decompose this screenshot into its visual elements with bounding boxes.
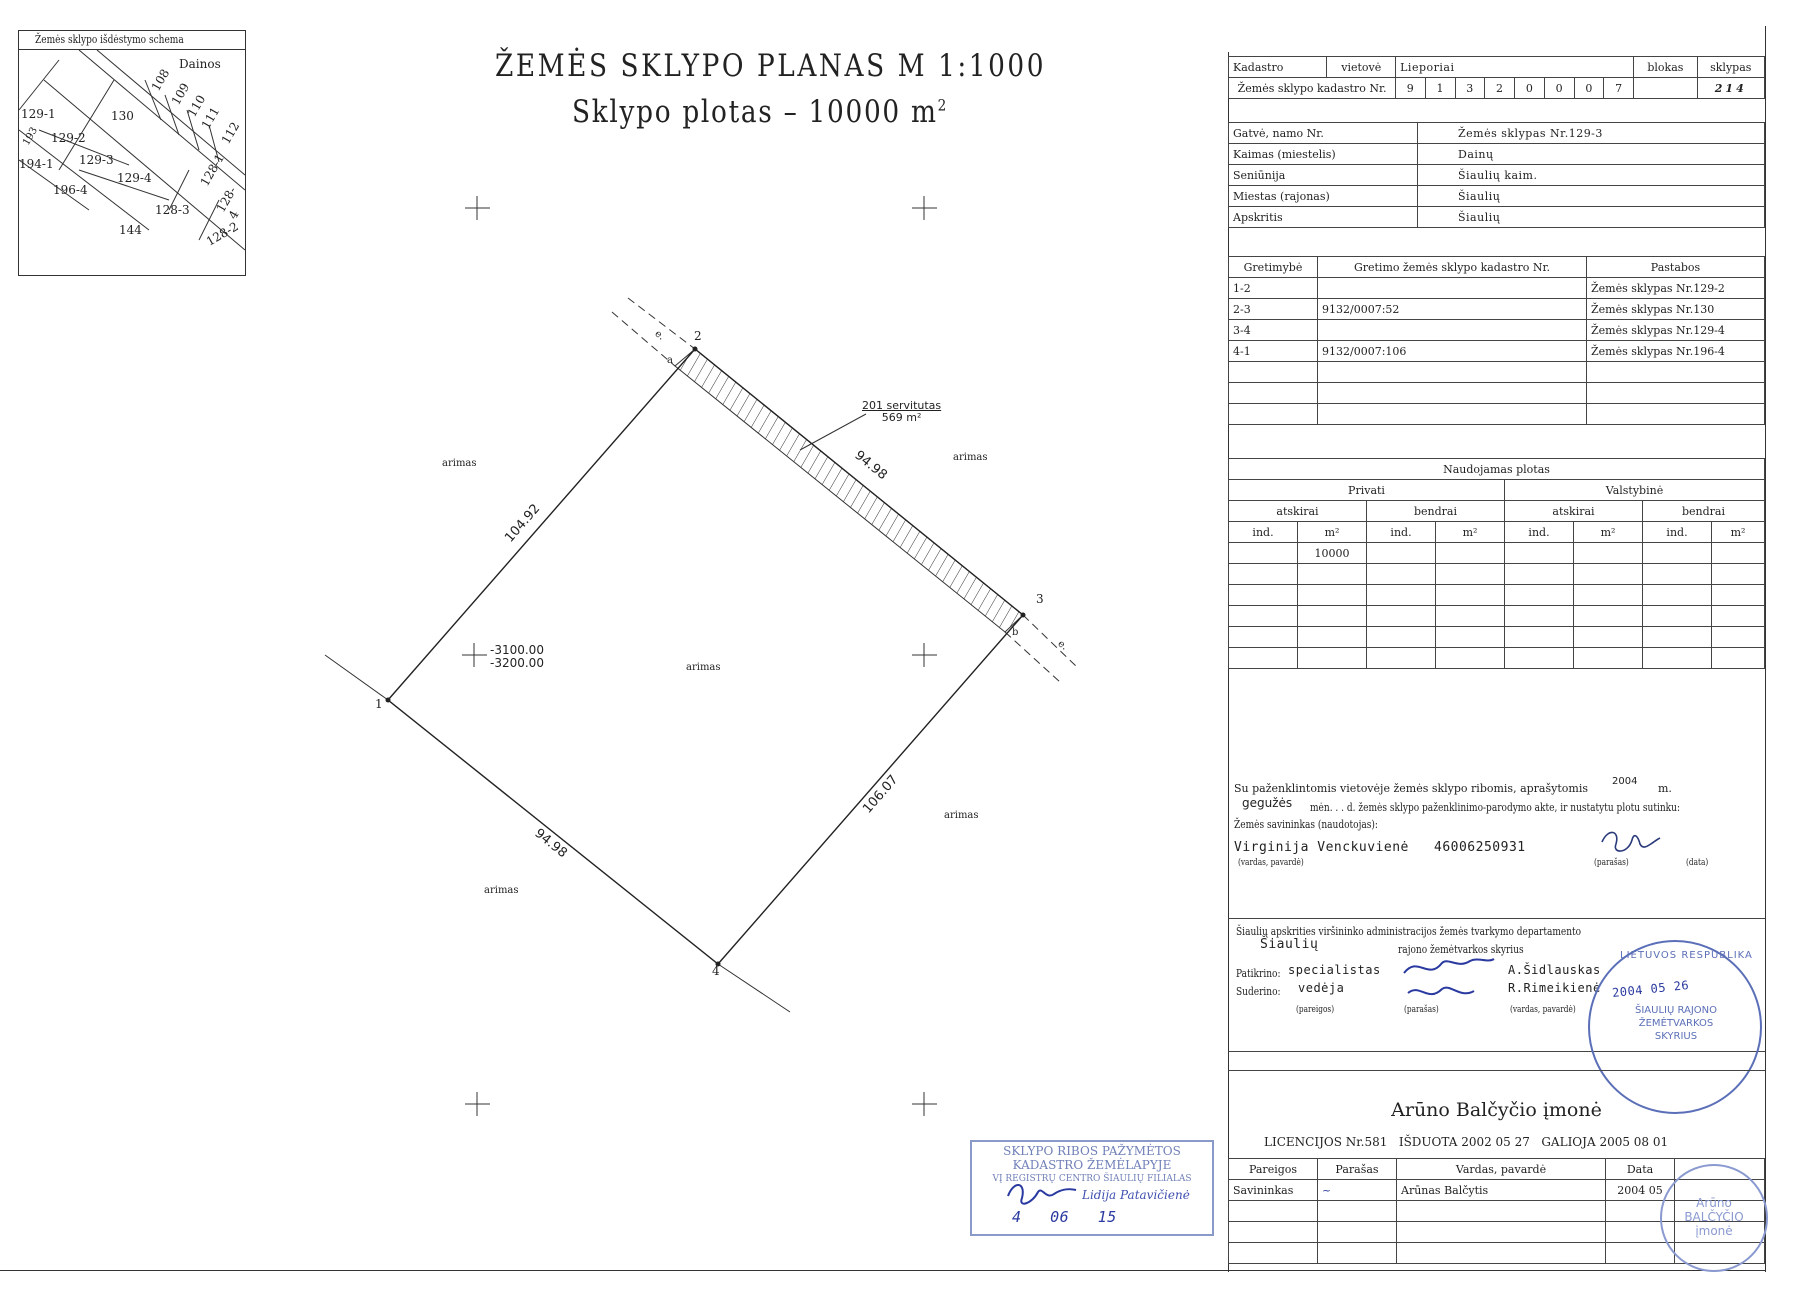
agreement-line3: Žemės savininkas (naudotojas):: [1234, 818, 1378, 831]
registry-signature: [1002, 1176, 1082, 1210]
table-row: [1229, 362, 1765, 383]
plot-area-text: Sklypo plotas – 10000 m: [572, 94, 938, 130]
point-mark: a: [667, 355, 673, 366]
department-line2: rajono žemėtvarkos skyrius: [1398, 943, 1524, 956]
land-use-label: arimas: [442, 458, 477, 469]
blokas-value: [1634, 78, 1697, 99]
neighbors-header: Pastabos: [1587, 257, 1765, 278]
table-row: [1229, 543, 1765, 564]
scheme-label: 144: [119, 223, 142, 237]
plan-title: ŽEMĖS SKLYPO PLANAS M 1:1000: [495, 48, 1047, 84]
side-length: 94.98: [851, 447, 890, 484]
cadastre-digit: 1: [1425, 78, 1455, 99]
scheme-label: 111: [198, 104, 223, 132]
usage-ind: ind.: [1229, 522, 1298, 543]
scheme-label: 128-2: [203, 219, 241, 249]
usage-shared: bendrai: [1367, 501, 1505, 522]
agreement-m: m.: [1658, 782, 1672, 795]
label-vietove: vietovė: [1327, 57, 1396, 78]
address-value: Šiaulių: [1418, 207, 1765, 228]
scheme-label: 129-1: [21, 107, 56, 121]
stamp-date: 2004 05 26: [1611, 978, 1690, 1000]
scheme-label: 128-3: [155, 203, 190, 217]
address-label: Seniūnija: [1229, 165, 1418, 186]
table-row: [1229, 648, 1765, 669]
table-row: [1229, 404, 1765, 425]
company-header: Pareigos: [1229, 1159, 1318, 1180]
company-person: Arūnas Balčytis: [1397, 1180, 1606, 1201]
scheme-label: 128-4: [213, 184, 242, 222]
label-sklypas: sklypas: [1697, 57, 1764, 78]
registry-stamp: [970, 1140, 1214, 1236]
scheme-label: 108: [148, 66, 173, 94]
registry-date: 4 06 15: [1012, 1208, 1117, 1226]
land-use-label: arimas: [953, 452, 988, 463]
scheme-label: 130: [111, 109, 134, 123]
address-table: [1228, 122, 1765, 228]
table-row: [1229, 606, 1765, 627]
coordinates: [490, 644, 544, 670]
address-value: Žemės sklypas Nr.129-3: [1418, 123, 1765, 144]
scheme-label: 129-4: [117, 171, 152, 185]
coord-y: -3200.00: [490, 656, 544, 670]
scheme-label: 128-1: [197, 151, 228, 189]
company-signature: ~: [1318, 1180, 1397, 1201]
agreement-line2: mėn. . . d. žemės sklypo paženklinimo-parodymo akte, ir nustatytu plotu sutinku:: [1310, 801, 1681, 814]
caption-date: (data): [1686, 858, 1709, 868]
department-district: Šiaulių: [1260, 937, 1319, 952]
scheme-label: 110: [184, 92, 209, 120]
agreement-year: 2004: [1612, 776, 1638, 787]
usage-m2: m²: [1712, 522, 1765, 543]
table-row: 1-2 Žemės sklypas Nr.129-2: [1229, 278, 1765, 299]
coord-x: -3100.00: [490, 643, 544, 657]
cadastre-digit: 0: [1544, 78, 1574, 99]
usage-m2: m²: [1298, 522, 1367, 543]
table-row: [1229, 585, 1765, 606]
land-use-label: arimas: [944, 810, 979, 821]
point-mark: e.: [1055, 638, 1070, 653]
address-label: Apskritis: [1229, 207, 1418, 228]
stamp-ring-text: LIETUVOS RESPUBLIKA: [1620, 950, 1753, 961]
owner-signature: [1594, 824, 1674, 860]
servitude-area: [675, 349, 1023, 632]
checked-name: A.Šidlauskas: [1508, 963, 1601, 977]
side-length: 106.07: [860, 772, 902, 817]
caption-role: (pareigos): [1296, 1005, 1335, 1015]
caption-name: (vardas, pavardė): [1510, 1005, 1576, 1015]
registry-line3: VĮ REGISTRŲ CENTRO ŠIAULIŲ FILIALAS: [992, 1174, 1192, 1184]
company-license: LICENCIJOS Nr.581 IŠDUOTA 2002 05 27 GALIOJA 2005 08 01: [1264, 1135, 1669, 1149]
usage-state: Valstybinė: [1505, 480, 1765, 501]
usage-shared: bendrai: [1643, 501, 1765, 522]
owner-name: Virginija Venckuvienė: [1234, 840, 1409, 855]
scheme-label: 194-1: [19, 157, 54, 171]
label-cadastre-nr: Žemės sklypo kadastro Nr.: [1229, 78, 1396, 99]
scheme-title: Žemės sklypo išdėstymo schema: [35, 33, 184, 46]
cadastre-digit: 0: [1515, 78, 1545, 99]
address-label: Gatvė, namo Nr.: [1229, 123, 1418, 144]
agreement-month: gegužės: [1242, 796, 1293, 810]
usage-separate: atskirai: [1505, 501, 1643, 522]
stamp-text: ŠIAULIŲ RAJONO ŽEMĖTVARKOS SKYRIUS: [1634, 1005, 1718, 1042]
scheme-label: 109: [168, 80, 193, 108]
servitude-leader: [790, 412, 870, 452]
table-row: [1229, 383, 1765, 404]
company-role: Savininkas: [1229, 1180, 1318, 1201]
usage-title: Naudojamas plotas: [1229, 459, 1765, 480]
agreed-label: Suderino:: [1236, 985, 1281, 998]
agreement-block: [1234, 772, 1764, 912]
scheme-label: 196-4: [53, 183, 88, 197]
cadastre-digit: 7: [1604, 78, 1634, 99]
company-header: Vardas, pavardė: [1397, 1159, 1606, 1180]
cadastre-digit: 3: [1455, 78, 1485, 99]
vietove-value: Lieporiai: [1396, 57, 1634, 78]
scheme-label: Dainos: [179, 57, 221, 71]
table-row: 2-3 9132/0007:52 Žemės sklypas Nr.130: [1229, 299, 1765, 320]
plot-boundary: [388, 349, 1023, 964]
scheme-label: 193: [21, 125, 41, 148]
label-blokas: blokas: [1634, 57, 1697, 78]
cadastre-table: [1228, 56, 1765, 99]
registry-line1: SKLYPO RIBOS PAŽYMĖTOS: [1003, 1144, 1181, 1158]
table-row: [1229, 627, 1765, 648]
company-header: Parašas: [1318, 1159, 1397, 1180]
caption-name: (vardas, pavardė): [1238, 858, 1304, 868]
servitude-label: [862, 400, 941, 424]
usage-ind: ind.: [1505, 522, 1574, 543]
servitude-name: 201 servitutas: [862, 399, 942, 412]
company-name: Arūno Balčyčio įmonė: [1391, 1099, 1602, 1121]
cadastre-digit: 2: [1485, 78, 1515, 99]
plot-area-unit-sup: 2: [937, 95, 948, 115]
caption-signature: (parašas): [1594, 858, 1629, 868]
usage-m2: m²: [1436, 522, 1505, 543]
point-label: 1: [375, 697, 383, 711]
point-mark: e.: [652, 328, 667, 343]
scheme-label: 129-2: [51, 131, 86, 145]
neighbors-header: Gretimo žemės sklypo kadastro Nr.: [1318, 257, 1587, 278]
point-label: 2: [694, 329, 702, 343]
scheme-label: 129-3: [79, 153, 114, 167]
usage-private: Privati: [1229, 480, 1505, 501]
neighbors-table: [1228, 256, 1765, 425]
address-label: Kaimas (miestelis): [1229, 144, 1418, 165]
agreement-line1: Su paženklintomis vietovėje žemės sklypo ribomis, aprašytomis: [1234, 782, 1588, 795]
cadastre-digit: 9: [1396, 78, 1426, 99]
land-use-label: arimas: [686, 662, 721, 673]
department-line1: Šiaulių apskrities viršininko administracijos žemės tvarkymo departamento: [1236, 925, 1582, 938]
usage-table: [1228, 458, 1765, 669]
agreed-role: vedėja: [1298, 981, 1345, 995]
usage-ind: ind.: [1643, 522, 1712, 543]
usage-separate: atskirai: [1229, 501, 1367, 522]
caption-signature: (parašas): [1404, 1005, 1439, 1015]
point-label: 3: [1036, 592, 1044, 606]
company-stamp-text: Arūno BALČYČIO įmonė: [1684, 1196, 1744, 1238]
scheme-label: 112: [218, 119, 243, 147]
registry-line2: KADASTRO ŽEMĖLAPYJE: [1012, 1158, 1172, 1172]
usage-value: 10000: [1298, 543, 1367, 564]
side-length: 104.92: [502, 501, 544, 546]
owner-code: 46006250931: [1434, 840, 1526, 855]
checked-role: specialistas: [1288, 963, 1381, 977]
company-header: Data: [1606, 1159, 1675, 1180]
sklypas-value: 214: [1697, 78, 1764, 99]
land-use-label: arimas: [484, 885, 519, 896]
table-row: [1229, 564, 1765, 585]
registry-name: Lidija Patavičienė: [1082, 1188, 1190, 1202]
company-stamp: [1660, 1164, 1768, 1272]
servitude-area-value: 569 m²: [881, 411, 922, 424]
address-label: Miestas (rajonas): [1229, 186, 1418, 207]
agreed-name: R.Rimeikienė: [1508, 981, 1601, 995]
point-mark: b: [1012, 627, 1019, 638]
checked-label: Patikrino:: [1236, 967, 1281, 980]
side-length: 94.98: [531, 825, 570, 862]
neighbors-header: Gretimybė: [1229, 257, 1318, 278]
point-label: 4: [712, 964, 720, 978]
usage-m2: m²: [1574, 522, 1643, 543]
department-signatures: [1398, 953, 1498, 1009]
address-value: Šiaulių: [1418, 186, 1765, 207]
address-value: Dainų: [1418, 144, 1765, 165]
address-value: Šiaulių kaim.: [1418, 165, 1765, 186]
usage-ind: ind.: [1367, 522, 1436, 543]
table-row: 4-1 9132/0007:106 Žemės sklypas Nr.196-4: [1229, 341, 1765, 362]
company-date: 2004 05: [1606, 1180, 1675, 1201]
table-row: 3-4 Žemės sklypas Nr.129-4: [1229, 320, 1765, 341]
label-kadastro: Kadastro: [1229, 57, 1327, 78]
cadastre-digit: 0: [1574, 78, 1604, 99]
